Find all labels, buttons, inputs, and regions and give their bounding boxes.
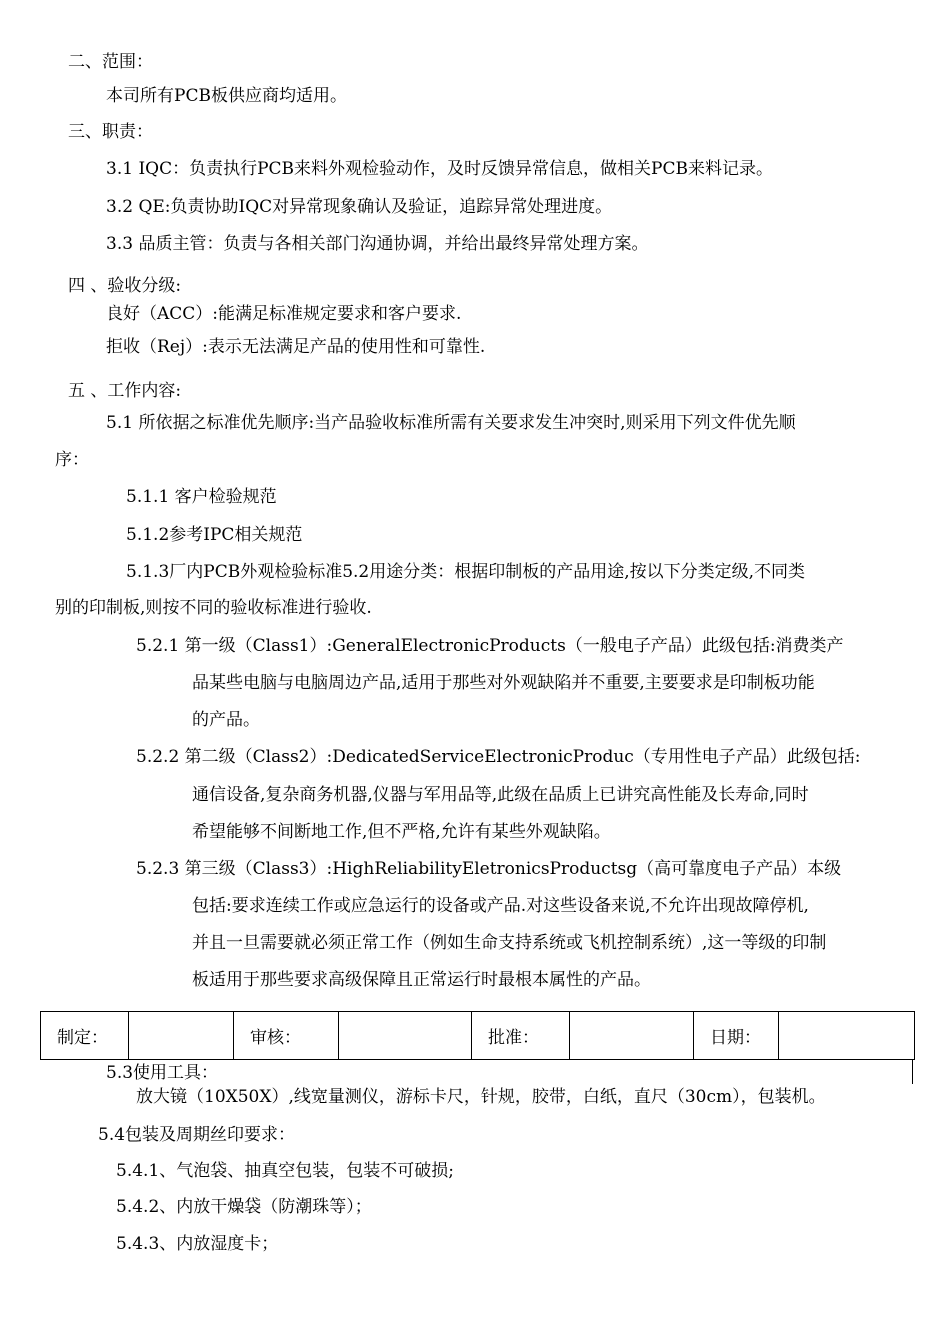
tools-list: 放大镜（10X50X）,线宽量测仪，游标卡尺，针规，胶带，白纸，直尺（30cm），包装机。 bbox=[136, 1087, 826, 1107]
packaging-bubble-bag: 5.4.1、气泡袋、抽真空包装，包装不可破损; bbox=[116, 1161, 454, 1181]
duty-qe: 3.2 QE:负责协助IQC对异常现象确认及验证，追踪异常处理进度。 bbox=[106, 197, 613, 217]
signature-row bbox=[41, 1012, 915, 1060]
class-1-line-3: 的产品。 bbox=[192, 710, 260, 730]
packaging-desiccant: 5.4.2、内放干燥袋（防潮珠等）； bbox=[116, 1197, 372, 1217]
class-2-line-2: 通信设备,复杂商务机器,仪器与军用品等,此级在品质上已讲究高性能及长寿命,同时 bbox=[192, 785, 809, 805]
section-2-body: 本司所有PCB板供应商均适用。 bbox=[106, 86, 347, 106]
drafted-label: 制定： bbox=[41, 1012, 129, 1060]
reviewed-field[interactable] bbox=[339, 1012, 472, 1060]
approved-field[interactable] bbox=[570, 1012, 694, 1060]
table-border-line bbox=[912, 1059, 913, 1084]
class-1-line-1: 5.2.1 第一级（Class1）:GeneralElectronicProducts（一般电子产品）此级包括:消费类产 bbox=[136, 636, 844, 656]
date-field[interactable] bbox=[779, 1012, 915, 1060]
grade-rej: 拒收（Rej）:表示无法满足产品的使用性和可靠性. bbox=[106, 337, 486, 357]
section-5-title: 五 、工作内容: bbox=[68, 381, 182, 401]
standard-priority-line-2: 序： bbox=[55, 450, 89, 470]
grade-acc: 良好（ACC）:能满足标准规定要求和客户要求. bbox=[106, 304, 462, 324]
approved-label: 批准： bbox=[472, 1012, 570, 1060]
customer-spec: 5.1.1 客户检验规范 bbox=[126, 487, 277, 507]
class-3-line-1: 5.2.3 第三级（Class3）:HighReliabilityEletronicsProductsg（高可靠度电子产品）本级 bbox=[136, 859, 842, 879]
class-1-line-2: 品某些电脑与电脑周边产品,适用于那些对外观缺陷并不重要,主要要求是印制板功能 bbox=[192, 673, 815, 693]
ipc-spec: 5.1.2参考IPC相关规范 bbox=[126, 525, 303, 545]
standard-priority-line-1: 5.1 所依据之标准优先顺序:当产品验收标准所需有关要求发生冲突时,则采用下列文件优先顺 bbox=[106, 413, 796, 433]
date-label: 日期： bbox=[694, 1012, 779, 1060]
section-3-title: 三、职责： bbox=[68, 122, 153, 142]
section-2-title: 二、范围： bbox=[68, 52, 153, 72]
class-3-line-3: 并且一旦需要就必须正常工作（例如生命支持系统或飞机控制系统）,这一等级的印制 bbox=[192, 933, 827, 953]
reviewed-label: 审核： bbox=[234, 1012, 339, 1060]
class-2-line-1: 5.2.2 第二级（Class2）:DedicatedServiceElectronicProduc（专用性电子产品）此级包括: bbox=[136, 747, 861, 767]
packaging-humidity-card: 5.4.3、内放湿度卡； bbox=[116, 1234, 279, 1254]
class-3-line-4: 板适用于那些要求高级保障且正常运行时最根本属性的产品。 bbox=[192, 970, 651, 990]
section-4-title: 四 、验收分级: bbox=[68, 276, 182, 296]
duty-quality-manager: 3.3 品质主管：负责与各相关部门沟通协调，并给出最终异常处理方案。 bbox=[106, 234, 649, 254]
factory-standard-line-2: 别的印制板,则按不同的验收标准进行验收. bbox=[55, 598, 372, 618]
duty-iqc: 3.1 IQC：负责执行PCB来料外观检验动作，及时反馈异常信息，做相关PCB来料记录。 bbox=[106, 159, 773, 179]
section-5-4-title: 5.4包装及周期丝印要求： bbox=[98, 1125, 296, 1145]
class-3-line-2: 包括:要求连续工作或应急运行的设备或产品.对这些设备来说,不允许出现故障停机, bbox=[192, 896, 809, 916]
class-2-line-3: 希望能够不间断地工作,但不严格,允许有某些外观缺陷。 bbox=[192, 822, 611, 842]
section-5-3-title: 5.3使用工具： bbox=[106, 1063, 219, 1083]
factory-standard-line-1: 5.1.3厂内PCB外观检验标准5.2用途分类：根据印制板的产品用途,按以下分类定级,不同类 bbox=[126, 562, 806, 582]
signature-table bbox=[40, 1011, 915, 1060]
drafted-field[interactable] bbox=[129, 1012, 234, 1060]
